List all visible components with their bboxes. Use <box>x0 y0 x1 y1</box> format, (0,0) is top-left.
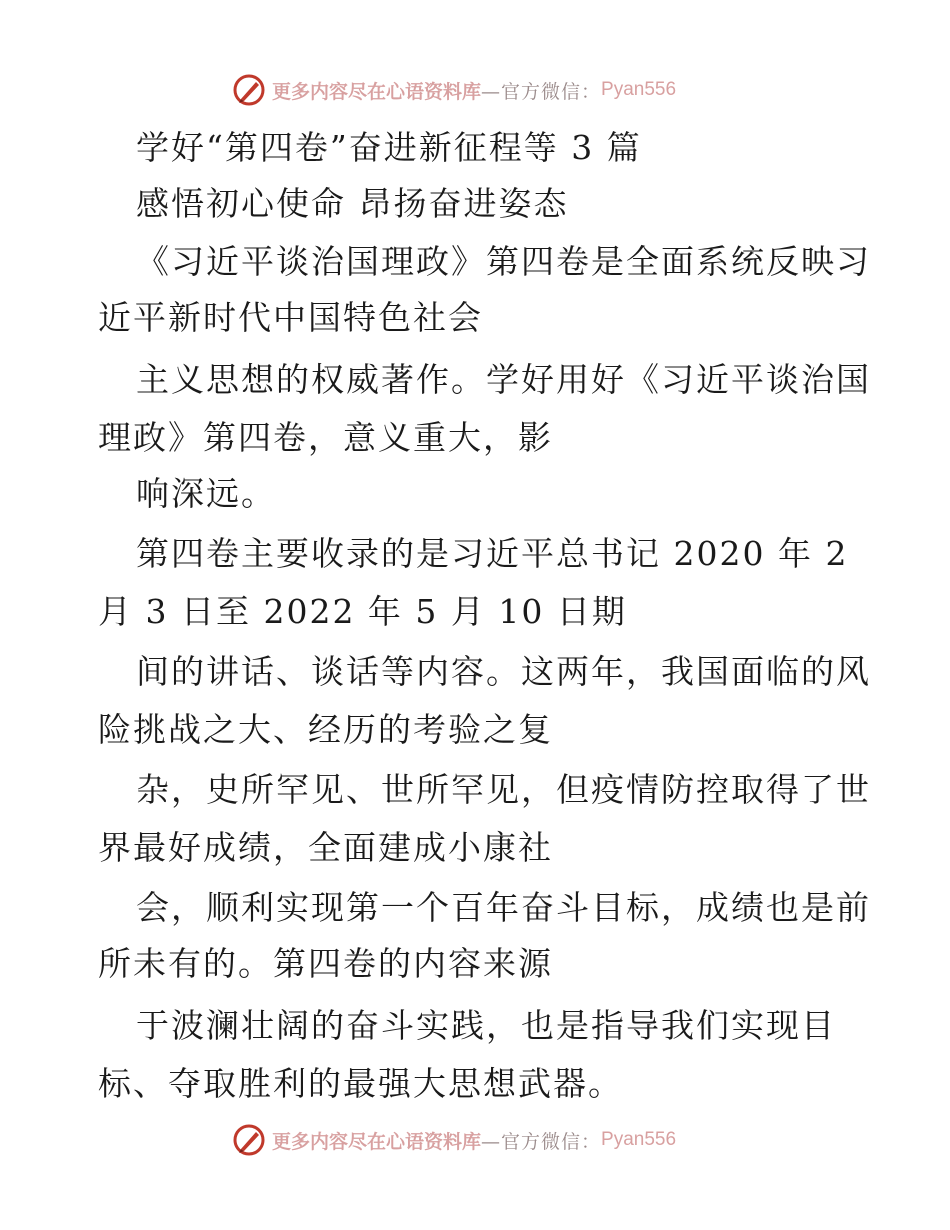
paragraph-line: 险挑战之大、经历的考验之复 <box>98 710 553 749</box>
quill-logo-icon <box>232 1123 266 1157</box>
paragraph-line: 第四卷主要收录的是习近平总书记 2020 年 2 <box>136 534 849 573</box>
quill-logo-icon <box>232 73 266 107</box>
header-library-text: 更多内容尽在心语资料库 <box>272 80 482 103</box>
paragraph-line: 于波澜壮阔的奋斗实践，也是指导我们实现目 <box>136 1006 836 1045</box>
footer-library-text: 更多内容尽在心语资料库 <box>272 1130 482 1153</box>
paragraph-line: 间的讲话、谈话等内容。这两年，我国面临的风 <box>136 652 871 691</box>
paragraph-line: 会，顺利实现第一个百年奋斗目标，成绩也是前 <box>136 888 871 927</box>
paragraph-line: 《习近平谈治国理政》第四卷是全面系统反映习 <box>136 242 871 281</box>
header-dash-text: —官方微信： <box>481 80 602 103</box>
header-watermark <box>232 70 712 110</box>
paragraph-line: 标、夺取胜利的最强大思想武器。 <box>98 1064 623 1103</box>
paragraph-line: 响深远。 <box>136 474 276 513</box>
header-wechat-id: Pyan556 <box>601 79 677 100</box>
footer-dash-text: —官方微信： <box>481 1130 602 1153</box>
document-subtitle: 感悟初心使命 昂扬奋进姿态 <box>136 184 569 223</box>
paragraph-line: 月 3 日至 2022 年 5 月 10 日期 <box>98 592 627 631</box>
paragraph-line: 界最好成绩，全面建成小康社 <box>98 828 553 867</box>
document-title: 学好“第四卷”奋进新征程等 3 篇 <box>136 128 642 167</box>
footer-wechat-id: Pyan556 <box>601 1129 677 1150</box>
paragraph-line: 近平新时代中国特色社会 <box>98 298 483 337</box>
footer-watermark <box>232 1120 712 1160</box>
paragraph-line: 理政》第四卷，意义重大，影 <box>98 418 553 457</box>
paragraph-line: 杂，史所罕见、世所罕见，但疫情防控取得了世 <box>136 770 871 809</box>
paragraph-line: 主义思想的权威著作。学好用好《习近平谈治国 <box>136 360 871 399</box>
paragraph-line: 所未有的。第四卷的内容来源 <box>98 944 553 983</box>
